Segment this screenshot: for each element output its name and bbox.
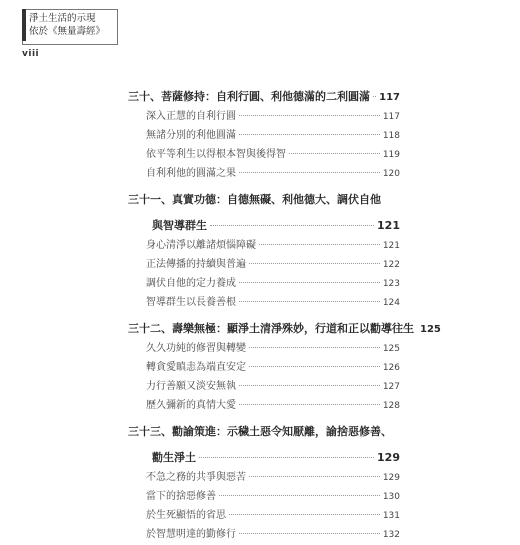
toc-dot-leader	[239, 172, 380, 173]
toc-page-number: 125	[420, 324, 441, 335]
toc-page-number: 118	[382, 131, 400, 141]
toc-page-number: 127	[382, 382, 400, 392]
toc-dot-leader	[239, 282, 380, 283]
toc-row	[146, 107, 400, 127]
toc-chapter-entry	[128, 87, 400, 107]
toc-section-entry	[128, 377, 400, 396]
toc-page-number: 130	[382, 492, 400, 502]
toc-row	[146, 164, 400, 184]
toc-section-entry	[128, 487, 400, 506]
series-title: 淨土生活的示現	[29, 13, 96, 24]
toc-page-number: 121	[377, 219, 400, 232]
toc-row	[152, 216, 400, 236]
header-title-box	[22, 9, 118, 45]
toc-entry-title: 不急之務的共爭與惡苦	[146, 472, 246, 483]
toc-row	[146, 358, 400, 378]
toc-dot-leader	[239, 115, 380, 116]
toc-chapter-entry	[128, 422, 400, 442]
toc-entry-title: 三十一、真實功德：自德無礙、利他德大、調伏自他	[128, 193, 381, 206]
toc-dot-leader	[210, 225, 374, 226]
toc-entry-title: 智導群生以長養善根	[146, 297, 236, 308]
toc-entry-title: 正法傳播的持續與普遍	[146, 259, 246, 270]
toc-row	[146, 145, 400, 165]
toc-entry-title: 深入正慧的自利行圓	[146, 111, 236, 122]
toc-entry-title: 力行善願又淡安無執	[146, 381, 236, 392]
toc-dot-leader	[239, 404, 380, 405]
toc-page-number: 123	[382, 279, 400, 289]
toc-entry-title: 轉貪愛瞋恚為端直安定	[146, 362, 246, 373]
toc-dot-leader	[249, 263, 380, 264]
toc-section-entry	[128, 274, 400, 293]
series-subtitle: 依於《無量壽經》	[29, 26, 106, 37]
toc-page-number: 126	[382, 363, 400, 373]
toc-section-entry	[128, 255, 400, 274]
toc-row	[146, 255, 400, 275]
toc-chapter-entry	[128, 190, 400, 210]
toc-page-number: 128	[382, 401, 400, 411]
toc-entry-title: 久久功純的修習與轉變	[146, 343, 246, 354]
toc-dot-leader	[239, 533, 380, 534]
toc-section-entry	[128, 358, 400, 377]
toc-row	[146, 468, 400, 488]
toc-entry-title: 與智導群生	[152, 219, 207, 232]
toc-page-number: 132	[382, 530, 400, 540]
toc-dot-leader	[373, 96, 376, 97]
toc-chapter-continuation	[128, 448, 400, 468]
toc-section-entry	[128, 293, 400, 312]
toc-dot-leader	[199, 457, 374, 458]
toc-page-number: 125	[382, 344, 400, 354]
toc-dot-leader	[219, 495, 380, 496]
toc-entry-title: 歷久彌新的真情大愛	[146, 400, 236, 411]
toc-row	[146, 293, 400, 313]
toc-entry-title: 勸生淨土	[152, 451, 196, 464]
toc-dot-leader	[249, 347, 380, 348]
toc-entry-title: 依平等利生以得根本智與後得智	[146, 149, 286, 160]
toc-page-number: 124	[382, 298, 400, 308]
toc-page-number: 131	[382, 511, 400, 521]
toc-row	[146, 236, 400, 256]
toc-dot-leader	[239, 301, 380, 302]
toc-entry-title: 調伏自他的定力養成	[146, 278, 236, 289]
toc-entry-title: 於智慧明達的勤修行	[146, 529, 236, 540]
toc-section-entry	[128, 506, 400, 525]
toc-section-entry	[128, 164, 400, 183]
toc-dot-leader	[239, 385, 380, 386]
toc-page-number: 122	[382, 260, 400, 270]
toc-section-entry	[128, 236, 400, 255]
toc-dot-leader	[229, 514, 380, 515]
toc-entry-title: 無諸分別的利他圓滿	[146, 130, 236, 141]
toc-page-number: 129	[377, 451, 400, 464]
toc-dot-leader	[249, 366, 380, 367]
toc-entry-title: 三十三、勸諭策進：示穢土惡令知厭離，諭捨惡修善、	[128, 425, 392, 438]
toc-section-entry	[128, 396, 400, 415]
toc-row	[146, 487, 400, 507]
header-accent-bar	[22, 9, 26, 41]
toc-entry-title: 當下的捨惡修善	[146, 491, 216, 502]
toc-dot-leader	[239, 134, 380, 135]
toc-entry-title: 於生死顯悟的省思	[146, 510, 226, 521]
toc-page-number: 117	[379, 92, 400, 103]
toc-row	[128, 190, 400, 210]
toc-page-number: 121	[382, 241, 400, 251]
toc-row	[146, 396, 400, 416]
toc-entry-title: 身心清淨以離諸煩惱障礙	[146, 240, 256, 251]
toc-row	[146, 274, 400, 294]
toc-dot-leader	[259, 244, 380, 245]
toc-dot-leader	[289, 153, 380, 154]
toc-row	[146, 339, 400, 359]
toc-section-entry	[128, 339, 400, 358]
running-header	[22, 9, 118, 59]
toc-page-number: 117	[382, 112, 400, 122]
toc-section-entry	[128, 468, 400, 487]
toc-chapter-continuation	[128, 216, 400, 236]
toc-entry-title: 自利利他的圓滿之果	[146, 168, 236, 179]
toc-page-number: 120	[382, 169, 400, 179]
toc-row	[128, 87, 400, 108]
toc-section-entry	[128, 126, 400, 145]
toc-row	[146, 377, 400, 397]
toc-row	[128, 319, 441, 340]
toc-row	[152, 448, 400, 468]
toc-row	[146, 525, 400, 545]
toc-row	[146, 506, 400, 526]
toc-entry-title: 三十二、壽樂無極：顯淨土清淨殊妙，行道和正以勸導往生	[128, 322, 414, 335]
page-folio: viii	[22, 49, 40, 59]
toc-page-number: 129	[382, 473, 400, 483]
toc-entry-title: 三十、菩薩修持：自利行圓、利他德滿的二利圓滿	[128, 90, 370, 103]
toc-section-entry	[128, 525, 400, 544]
toc-page-number: 119	[382, 150, 400, 160]
toc-section-entry	[128, 107, 400, 126]
toc-row	[146, 126, 400, 146]
table-of-contents	[128, 87, 441, 544]
toc-section-entry	[128, 145, 400, 164]
toc-row	[128, 422, 400, 442]
toc-dot-leader	[249, 476, 380, 477]
toc-chapter-entry	[128, 319, 441, 339]
